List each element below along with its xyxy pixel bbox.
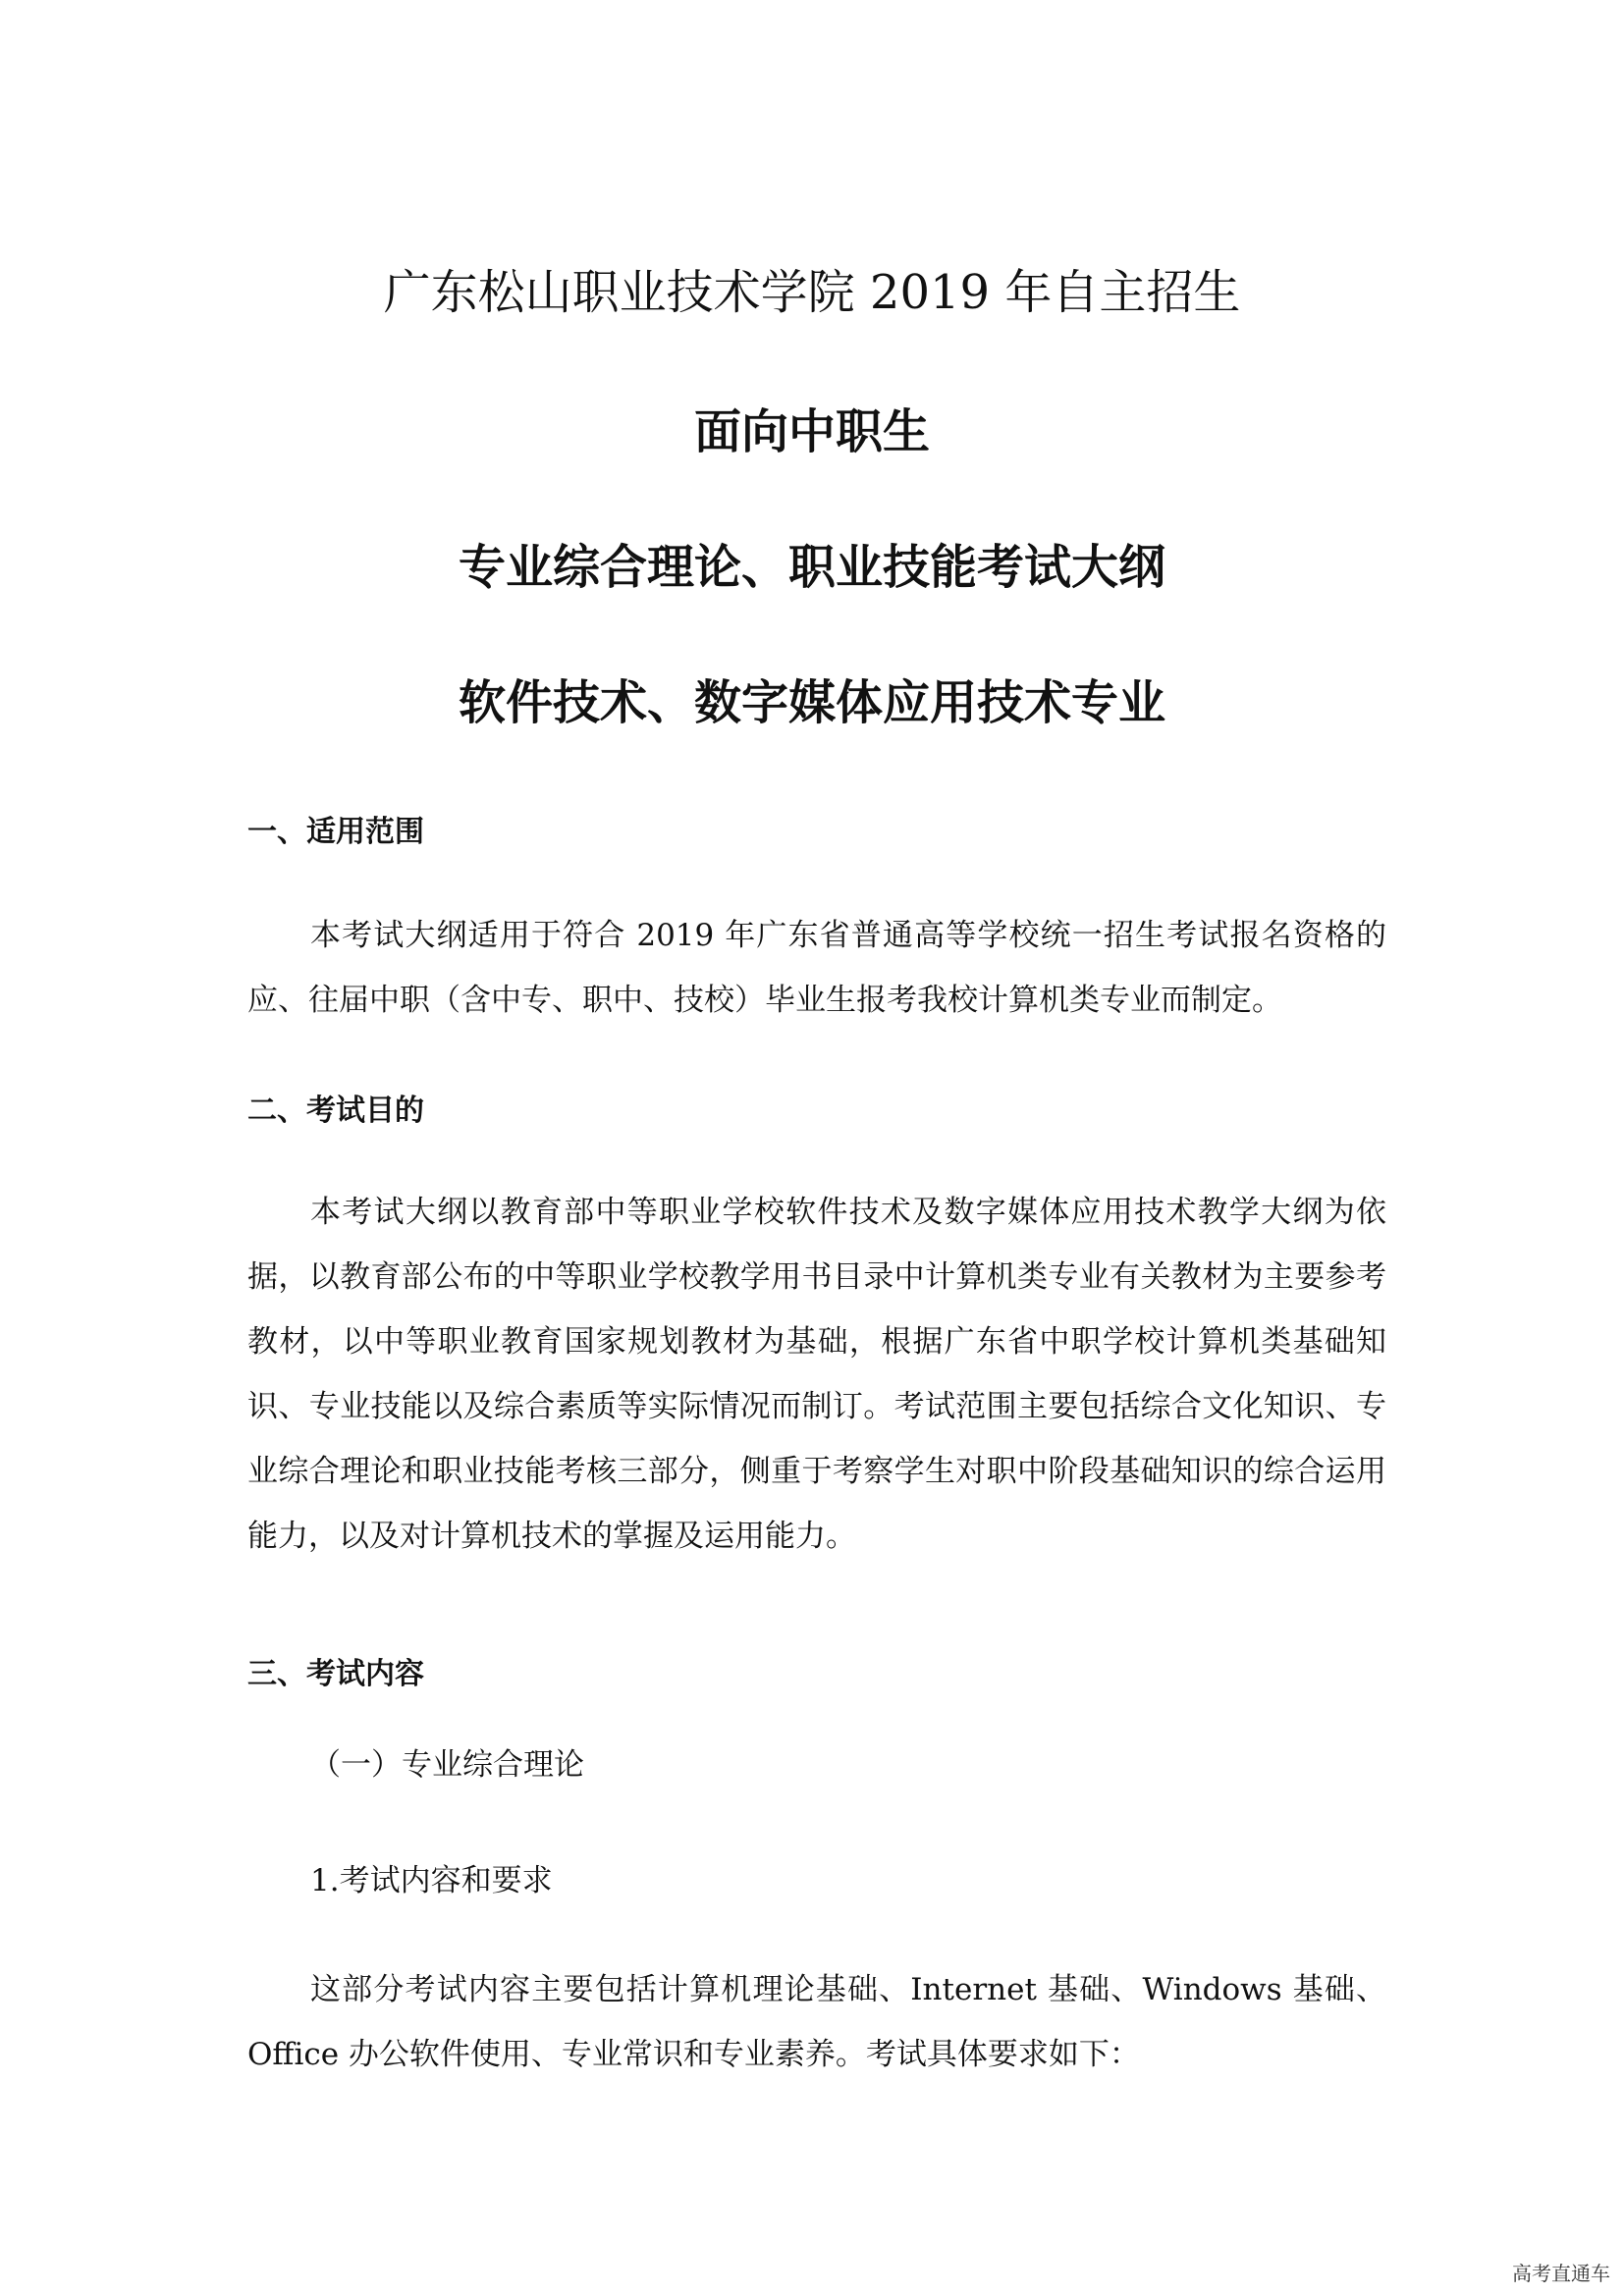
watermark-text: 高考直通车 — [1512, 2262, 1610, 2285]
document-title-audience: 面向中职生 — [693, 404, 930, 459]
section-heading-content: 三、考试内容 — [247, 1657, 424, 1691]
document-title-exam: 专业综合理论、职业技能考试大纲 — [458, 540, 1165, 595]
section-paragraph-content: 这部分考试内容主要包括计算机理论基础、Internet 基础、Windows 基础、Office 办公软件使用、专业常识和专业素养。考试具体要求如下： — [247, 1972, 1386, 2072]
section-heading-scope: 一、适用范围 — [247, 815, 424, 849]
document-title-institution: 广东松山职业技术学院 2019 年自主招生 — [383, 265, 1241, 320]
subsection-heading-theory: （一）专业综合理论 — [310, 1747, 584, 1783]
subsection-heading-requirements: 1.考试内容和要求 — [310, 1863, 553, 1898]
section-heading-purpose: 二、考试目的 — [247, 1094, 424, 1128]
document-title-majors: 软件技术、数字媒体应用技术专业 — [458, 675, 1165, 730]
section-paragraph-purpose: 本考试大纲以教育部中等职业学校软件技术及数字媒体应用技术教学大纲为依据，以教育部公布的中等职业学校教学用书目录中计算机类专业有关教材为主要参考教材，以中等职业教育国家规划教材为基础，根据广东省中职学校计算机类基础知识、专业技能以及综合素质等实际情况而制订。考试范围主要包括综合文化知识、专业综合理论和职业技能考核三部分，侧重于考察学生对职中阶段基础知识的综合运用能力，以及对计算机技术的掌握及运用能力。 — [247, 1195, 1386, 1554]
section-paragraph-scope: 本考试大纲适用于符合 2019 年广东省普通高等学校统一招生考试报名资格的应、往届中职（含中专、职中、技校）毕业生报考我校计算机类专业而制定。 — [247, 918, 1386, 1018]
